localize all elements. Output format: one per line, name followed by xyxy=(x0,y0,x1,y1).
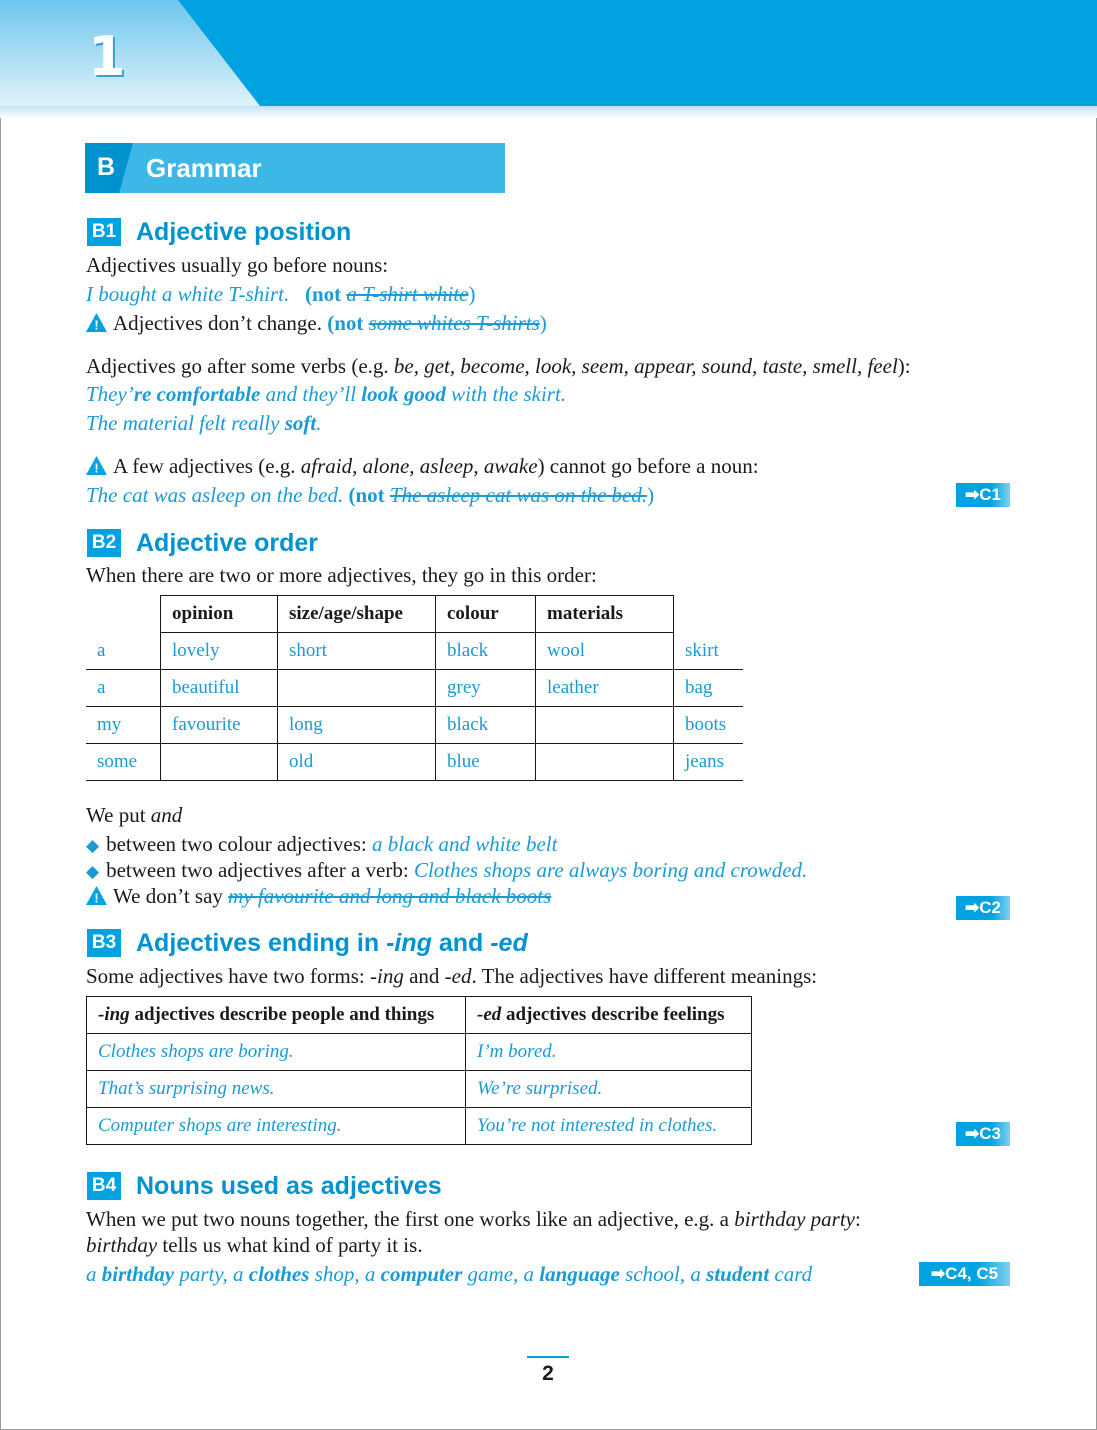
b1-line6: The material felt really soft. xyxy=(86,411,322,435)
b1-line2: I bought a white T-shirt. (not a T-shirt white) xyxy=(86,282,476,306)
table-row: a lovely short black wool skirt xyxy=(86,633,743,670)
table-row: a beautiful grey leather bag xyxy=(86,670,743,707)
header-stripe xyxy=(0,106,1097,118)
table-row: some old blue jeans xyxy=(86,744,743,781)
b4-line2: birthday tells us what kind of party it is. xyxy=(86,1233,423,1257)
b4-badge: B4 xyxy=(87,1172,121,1200)
section-letter: B xyxy=(97,153,116,181)
b4-title: Nouns used as adjectives xyxy=(136,1171,442,1200)
svg-text:!: ! xyxy=(94,317,99,332)
b1-line7: ! A few adjectives (e.g. afraid, alone, asleep, awake) cannot go before a noun: xyxy=(86,453,759,479)
table-row: That’s surprising news. We’re surprised. xyxy=(87,1071,752,1108)
warning-icon xyxy=(86,313,107,332)
section-banner xyxy=(85,143,505,193)
b2-badge: B2 xyxy=(87,529,121,557)
b2-heading xyxy=(87,528,318,558)
b2-bullet2: ◆ between two adjectives after a verb: Clothes shops are always boring and crowded. xyxy=(86,858,808,882)
table-row: Clothes shops are boring. I’m bored. xyxy=(87,1034,752,1071)
svg-text:!: ! xyxy=(94,460,99,475)
table-row: my favourite long black boots xyxy=(86,707,743,744)
b4-heading xyxy=(87,1171,442,1201)
ref-c1-link[interactable]: ➡C1 xyxy=(956,483,1010,507)
b1-line5: They’re comfortable and they’ll look good with the skirt. xyxy=(86,382,567,406)
b3-heading xyxy=(87,928,528,958)
warning-icon xyxy=(86,456,107,475)
b3-intro: Some adjectives have two forms: -ing and -ed. The adjectives have different meanings: xyxy=(86,964,818,988)
ref-c3-link[interactable]: ➡C3 xyxy=(956,1122,1010,1146)
b4-line1: When we put two nouns together, the first one works like an adjective, e.g. a birthday party: xyxy=(86,1207,861,1231)
b1-title: Adjective position xyxy=(136,217,352,246)
table-row: Computer shops are interesting. You’re not interested in clothes. xyxy=(87,1108,752,1145)
b1-line1: Adjectives usually go before nouns: xyxy=(86,253,389,277)
b2-intro: When there are two or more adjectives, they go in this order: xyxy=(86,563,597,587)
unit-number: 1 xyxy=(88,25,126,88)
ing-ed-table xyxy=(86,996,752,1145)
b4-examples: a birthday party, a clothes shop, a computer game, a language school, a student card xyxy=(86,1262,813,1286)
warning-icon xyxy=(86,886,107,905)
diamond-bullet-icon: ◆ xyxy=(86,836,100,855)
b2-warning: ! We don’t say my favourite and long and black boots xyxy=(86,883,551,909)
b1-line4: Adjectives go after some verbs (e.g. be, get, become, look, seem, appear, sound, taste, smell, feel): xyxy=(86,354,911,378)
section-title: Grammar xyxy=(146,153,262,183)
table-header-row: -ing adjectives describe people and things -ed adjectives describe feelings xyxy=(87,997,752,1034)
ref-c4-c5-link[interactable]: ➡C4, C5 xyxy=(919,1262,1010,1286)
b1-line3: ! Adjectives don’t change. (not some whites T-shirts) xyxy=(86,310,547,336)
b1-badge: B1 xyxy=(87,218,121,246)
page-number: 2 xyxy=(527,1356,569,1386)
b3-title: Adjectives ending in -ing and -ed xyxy=(136,928,528,957)
b2-bullet1: ◆ between two colour adjectives: a black and white belt xyxy=(86,832,558,856)
diamond-bullet-icon: ◆ xyxy=(86,862,100,881)
adjective-order-table xyxy=(86,595,743,781)
b2-and-line: We put and xyxy=(86,803,183,827)
b1-line8: The cat was asleep on the bed. (not The asleep cat was on the bed.) xyxy=(86,483,655,507)
ref-c2-link[interactable]: ➡C2 xyxy=(956,896,1010,920)
b1-heading xyxy=(87,217,351,247)
b2-title: Adjective order xyxy=(136,528,319,557)
table-header-row: opinion size/age/shape colour materials xyxy=(86,596,743,633)
b3-badge: B3 xyxy=(87,929,121,957)
svg-text:!: ! xyxy=(94,890,99,905)
